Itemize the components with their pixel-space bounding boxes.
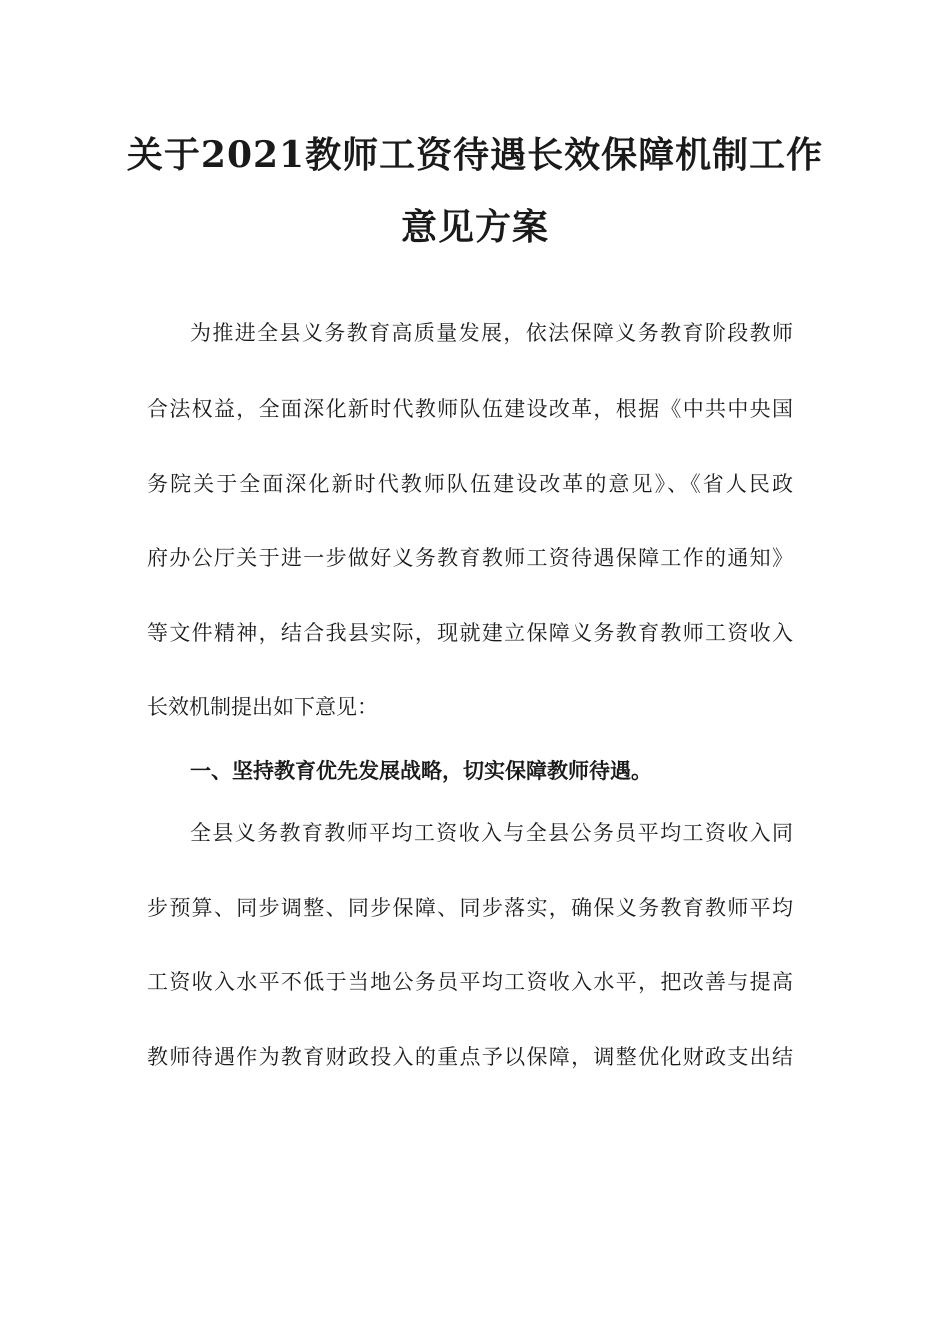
paragraph-line: 府办公厅关于进一步做好义务教育教师工资待遇保障工作的通知》 <box>147 546 793 570</box>
paragraph-line: 工资收入水平不低于当地公务员平均工资收入水平，把改善与提高 <box>147 970 793 994</box>
section-heading-1: 一、坚持教育优先发展战略，切实保障教师待遇。 <box>190 759 652 783</box>
paragraph-line: 合法权益，全面深化新时代教师队伍建设改革，根据《中共中央国 <box>147 397 793 421</box>
document-title-line-1: 关于2021教师工资待遇长效保障机制工作 <box>126 134 824 176</box>
paragraph-line: 务院关于全面深化新时代教师队伍建设改革的意见》、《省人民政 <box>147 472 793 496</box>
paragraph-line: 为推进全县义务教育高质量发展，依法保障义务教育阶段教师 <box>190 321 793 345</box>
paragraph-line: 长效机制提出如下意见： <box>147 695 378 719</box>
document-title-line-2: 意见方案 <box>400 206 549 248</box>
paragraph-line: 等文件精神，结合我县实际，现就建立保障义务教育教师工资收入 <box>147 621 793 645</box>
paragraph-line: 全县义务教育教师平均工资收入与全县公务员平均工资收入同 <box>190 821 793 845</box>
paragraph-line: 教师待遇作为教育财政投入的重点予以保障，调整优化财政支出结 <box>147 1045 793 1069</box>
paragraph-line: 步预算、同步调整、同步保障、同步落实，确保义务教育教师平均 <box>147 896 793 920</box>
